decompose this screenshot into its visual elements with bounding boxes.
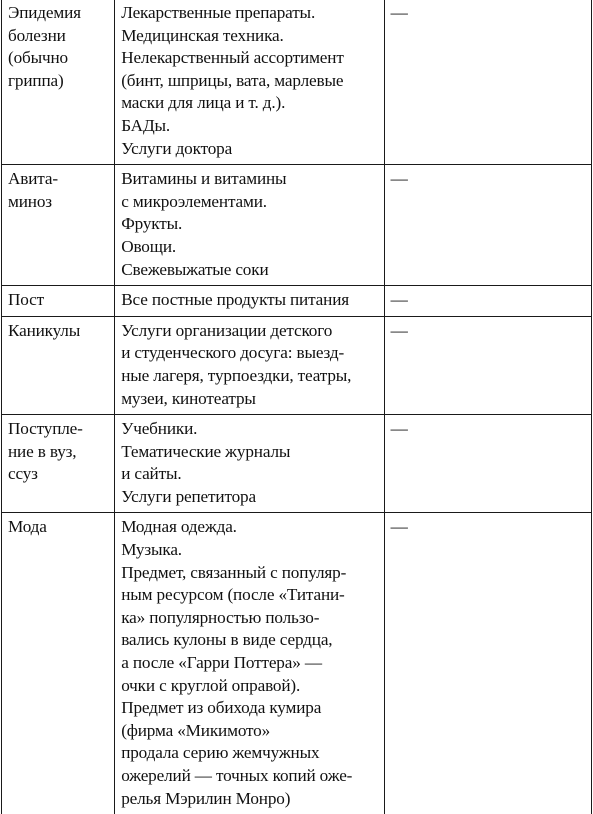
occasion-cell — [2, 513, 115, 814]
cell-line: Тематические журналы — [121, 441, 291, 461]
note-cell: — — [384, 286, 591, 317]
cell-line: ные лагеря, турпоездки, театры, — [121, 365, 352, 385]
cell-line: и студенческого досуга: выезд- — [121, 343, 345, 363]
cell-line: Услуги репетитора — [121, 486, 256, 506]
occasion-cell — [2, 415, 115, 513]
cell-line: Фрукты. — [121, 214, 183, 234]
cell-line: (бинт, шприцы, вата, марлевые — [121, 70, 344, 90]
cell-line: продала серию жемчужных — [121, 743, 320, 763]
note-cell: — — [384, 415, 591, 513]
cell-line: Авита- — [8, 169, 58, 189]
cell-line: болезни — [8, 25, 66, 45]
cell-line: Поступле- — [8, 419, 83, 439]
cell-line: Медицинская техника. — [121, 25, 284, 45]
cell-line: вались кулоны в виде сердца, — [121, 630, 333, 650]
table-row — [2, 165, 592, 286]
cell-line: Нелекарственный ассортимент — [121, 48, 344, 68]
goods-cell — [115, 286, 384, 317]
cell-line: ожерелий — точных копий оже- — [121, 766, 353, 785]
cell-line: Услуги организации детского — [121, 320, 333, 340]
cell-line: релья Мэрилин Монро) — [121, 788, 291, 808]
cell-line: Услуги доктора — [121, 138, 233, 158]
goods-cell — [115, 165, 384, 286]
table-row — [2, 415, 592, 513]
occasion-cell — [2, 165, 115, 286]
cell-line: Предмет, связанный с популяр- — [121, 562, 347, 582]
goods-cell — [115, 415, 384, 513]
cell-line: очки с круглой оправой). — [121, 675, 301, 695]
cell-line: Лекарственные препараты. — [121, 3, 316, 22]
cell-line: и сайты. — [121, 464, 182, 484]
occasion-goods-table — [1, 0, 592, 814]
cell-line: Свежевыжатые соки — [121, 259, 269, 279]
cell-line: Все постные продукты питания — [121, 290, 350, 310]
cell-line: гриппа) — [8, 70, 64, 90]
occasion-cell — [2, 0, 115, 165]
cell-line: Модная одежда. — [121, 517, 237, 537]
note-cell: — — [384, 0, 591, 165]
cell-line: маски для лица и т. д.). — [121, 93, 286, 113]
note-cell: — — [384, 513, 591, 814]
cell-line: Каникулы — [8, 320, 81, 340]
goods-cell — [115, 0, 384, 165]
cell-line: БАДы. — [121, 115, 171, 135]
cell-line: ние в вуз, — [8, 441, 77, 461]
table-row — [2, 513, 592, 814]
note-cell: — — [384, 165, 591, 286]
cell-line: Музыка. — [121, 540, 182, 560]
cell-line: Овощи. — [121, 236, 177, 256]
cell-line: ным ресурсом (после «Титани- — [121, 585, 345, 605]
cell-line: с микроэлементами. — [121, 191, 267, 211]
cell-line: Эпидемия — [8, 3, 81, 22]
cell-line: миноз — [8, 191, 52, 211]
goods-cell — [115, 513, 384, 814]
cell-line: ссуз — [8, 464, 38, 484]
note-cell: — — [384, 316, 591, 414]
cell-line: (обычно — [8, 48, 68, 68]
cell-line: Мода — [8, 517, 47, 537]
cell-line: Витамины и витамины — [121, 169, 287, 189]
cell-line: (фирма «Микимото» — [121, 720, 271, 740]
table-row — [2, 286, 592, 317]
goods-cell — [115, 316, 384, 414]
cell-line: Пост — [8, 290, 44, 310]
cell-line: ка» популярностью пользо- — [121, 607, 320, 627]
table-row — [2, 316, 592, 414]
cell-line: музеи, кинотеатры — [121, 388, 256, 408]
table-row — [2, 0, 592, 165]
cell-line: Учебники. — [121, 419, 198, 439]
cell-line: Предмет из обихода кумира — [121, 698, 322, 718]
occasion-cell — [2, 286, 115, 317]
occasion-cell — [2, 316, 115, 414]
cell-line: а после «Гарри Поттера» — — [121, 653, 322, 673]
